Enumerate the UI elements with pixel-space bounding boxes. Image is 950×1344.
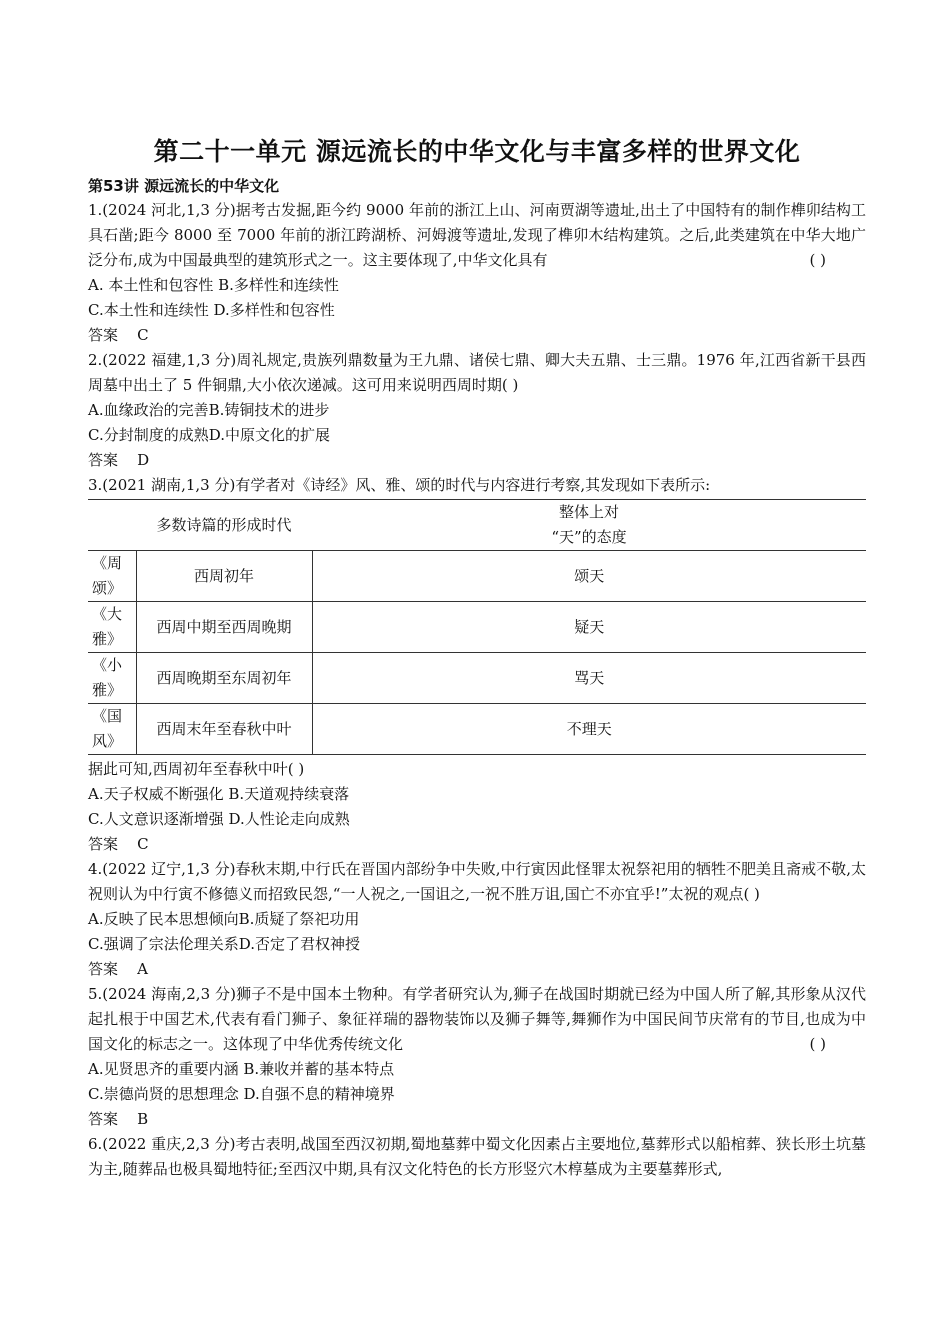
option-line: A.天子权威不断强化 B.天道观持续衰落 [88,785,350,803]
option-line: A.反映了民本思想倾向B.质疑了祭祀功用 [88,910,360,928]
lecture-heading: 第53讲 源远流长的中华文化 [88,177,280,195]
answer-line: 答案 C [88,326,149,344]
table-header-cell: 整体上对 “天”的态度 [312,500,866,551]
table-cell: 西周晚期至东周初年 [136,653,312,704]
document-page [88,132,866,1182]
option-line: A. 本土性和包容性 B.多样性和连续性 [88,276,339,294]
answer-value: A [137,960,148,978]
table-header-row [88,500,866,551]
option-line: C.崇德尚贤的思想理念 D.自强不息的精神境界 [88,1085,395,1103]
question-stem: 3.(2021 湖南,1,3 分)有学者对《诗经》风、雅、颂的时代与内容进行考察,其发现如下表所示: [88,476,711,494]
option-line: A.见贤思齐的重要内涵 B.兼收并蓄的基本特点 [88,1060,395,1078]
table-cell: 《国 风》 [88,704,136,755]
table-row [88,653,866,704]
option-line: C.分封制度的成熟D.中原文化的扩展 [88,426,330,444]
question-2 [88,348,866,473]
question-5 [88,982,866,1132]
table-row [88,551,866,602]
question-stem: 2.(2022 福建,1,3 分)周礼规定,贵族列鼎数量为王九鼎、诸侯七鼎、卿大夫五鼎、士三鼎。1976 年,江西省新干县西周墓中出土了 5 件铜鼎,大小依次递减。这可用来说明西周时期( ) [88,351,866,394]
option-line: C.人文意识逐渐增强 D.人性论走向成熟 [88,810,350,828]
answer-line: 答案 D [88,451,150,469]
table-cell: 西周初年 [136,551,312,602]
option-line: C.本土性和连续性 D.多样性和包容性 [88,301,335,319]
table-header-cell: 多数诗篇的形成时代 [136,500,312,551]
answer-line: 答案 B [88,1110,149,1128]
question-1 [88,198,866,348]
table-cell: 《周 颂》 [88,551,136,602]
question-stem: 6.(2022 重庆,2,3 分)考古表明,战国至西汉初期,蜀地墓葬中蜀文化因素占主要地位,墓葬形式以船棺葬、狭长形土坑墓为主,随葬品也极具蜀地特征;至西汉中期,具有汉文化特色的长方形竖穴木椁墓成为主要墓葬形式, [88,1135,866,1178]
table-row [88,704,866,755]
answer-paren: ( ) [809,1035,826,1053]
table-cell: 西周中期至西周晚期 [136,602,312,653]
question-4 [88,857,866,982]
option-line: A.血缘政治的完善B.铸铜技术的进步 [88,401,330,419]
shijing-table [88,499,866,755]
table-cell: 《大 雅》 [88,602,136,653]
option-line: C.强调了宗法伦理关系D.否定了君权神授 [88,935,360,953]
table-row [88,602,866,653]
question-stem: 1.(2024 河北,1,3 分)据考古发掘,距今约 9000 年前的浙江上山、河南贾湖等遗址,出土了中国特有的制作榫卯结构工具石凿;距今 8000 至 7000 年前的浙江跨湖桥、河姆渡等遗址,发现了榫卯木结构建筑。之后,此类建筑在中华大地广泛分布,成为中国最典型的建筑形式之一。这主要体现了,中华文化具有 ( ) [88,198,866,273]
table-cell: 《小 雅》 [88,653,136,704]
question-prompt: 据此可知,西周初年至春秋中叶( ) [88,760,305,778]
table-cell: 骂天 [312,653,866,704]
answer-value: B [137,1110,149,1128]
question-stem: 4.(2022 辽宁,1,3 分)春秋末期,中行氏在晋国内部纷争中失败,中行寅因此怪罪太祝祭祀用的牺牲不肥美且斋戒不敬,太祝则认为中行寅不修德义而招致民怨,“一人祝之,一国诅之,一祝不胜万诅,国亡不亦宜乎!”太祝的观点( ) [88,860,866,903]
table-cell: 疑天 [312,602,866,653]
answer-value: D [137,451,150,469]
table-header-cell [88,500,136,551]
table-cell: 西周末年至春秋中叶 [136,704,312,755]
answer-value: C [137,835,149,853]
question-6 [88,1132,866,1182]
table-cell: 不理天 [312,704,866,755]
question-stem: 5.(2024 海南,2,3 分)狮子不是中国本土物种。有学者研究认为,狮子在战国时期就已经为中国人所了解,其形象从汉代起扎根于中国艺术,代表有看门狮子、象征祥瑞的器物装饰以及狮子舞等,舞狮作为中国民间节庆常有的节目,也成为中国文化的标志之一。这体现了中华优秀传统文化 ( ) [88,982,866,1057]
answer-line: 答案 C [88,835,149,853]
answer-paren: ( ) [809,251,826,269]
table-cell: 颂天 [312,551,866,602]
answer-line: 答案 A [88,960,148,978]
answer-value: C [137,326,149,344]
unit-title: 第二十一单元 源远流长的中华文化与丰富多样的世界文化 [153,137,801,166]
question-3 [88,473,866,857]
